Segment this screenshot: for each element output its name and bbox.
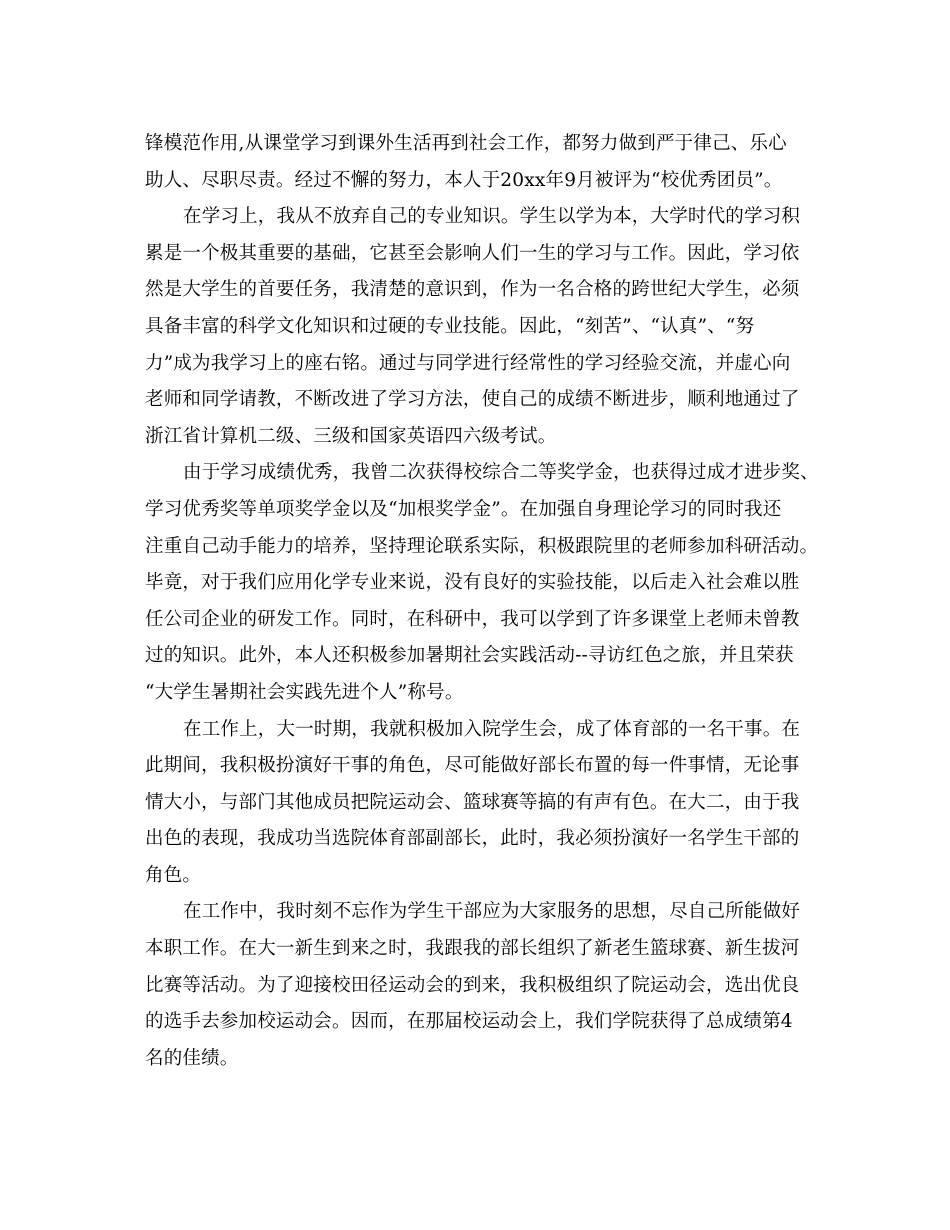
text-line: 本职工作。在大一新生到来之时，我跟我的部长组织了新老生篮球赛、新生拔河 (145, 938, 800, 960)
text-line: 力”成为我学习上的座右铭。通过与同学进行经常性的学习经验交流，并虚心向 (145, 352, 791, 374)
text-line: 情大小，与部门其他成员把院运动会、篮球赛等搞的有声有色。在大二，由于我 (145, 791, 800, 813)
text-line: 老师和同学请教，不断改进了学习方法，使自己的成绩不断进步，顺利地通过了 (145, 389, 800, 411)
text-line: 名的佳绩。 (145, 1047, 239, 1069)
text-line: 具备丰富的科学文化知识和过硬的专业技能。因此，“刻苦”、“认真”、“努 (145, 315, 755, 337)
text-line: 在学习上，我从不放弃自己的专业知识。学生以学为本，大学时代的学习积 (183, 206, 801, 228)
text-line: 此期间，我积极扮演好干事的角色，尽可能做好部长布置的每一件事情，无论事 (145, 755, 800, 777)
body-text (145, 126, 819, 1077)
text-line: 的选手去参加校运动会。因而，在那届校运动会上，我们学院获得了总成绩第4 (145, 1011, 793, 1033)
text-line: 然是大学生的首要任务，我清楚的意识到，作为一名合格的跨世纪大学生，必须 (145, 279, 800, 301)
text-line: “大学生暑期社会实践先进个人”称号。 (145, 681, 464, 703)
text-line: 比赛等活动。为了迎接校田径运动会的到来，我积极组织了院运动会，选出优良 (145, 974, 800, 996)
text-line: 累是一个极其重要的基础，它甚至会影响人们一生的学习与工作。因此，学习依 (145, 242, 800, 264)
text-line: 助人、尽职尽责。经过不懈的努力，本人于20xx年9月被评为“校优秀团员”。 (145, 169, 783, 191)
text-line: 任公司企业的研发工作。同时，在科研中，我可以学到了许多课堂上老师未曾教 (145, 608, 800, 630)
text-line: 角色。 (145, 864, 202, 886)
text-line: 学习优秀奖等单项奖学金以及“加根奖学金”。在加强自身理论学习的同时我还 (145, 498, 782, 520)
text-line: 毕竟，对于我们应用化学专业来说，没有良好的实验技能，以后走入社会难以胜 (145, 572, 800, 594)
text-line: 浙江省计算机二级、三级和国家英语四六级考试。 (145, 425, 557, 447)
text-line: 过的知识。此外，本人还积极参加暑期社会实践活动--寻访红色之旅，并且荣获 (145, 645, 794, 667)
text-line: 在工作上，大一时期，我就积极加入院学生会，成了体育部的一名干事。在 (183, 718, 801, 740)
text-line: 锋模范作用,从课堂学习到课外生活再到社会工作，都努力做到严于律己、乐心 (145, 133, 787, 154)
text-line: 注重自己动手能力的培养，坚持理论联系实际，积极跟院里的老师参加科研活动。 (145, 535, 819, 557)
text-line: 在工作中，我时刻不忘作为学生干部应为大家服务的思想，尽自己所能做好 (183, 901, 801, 923)
text-line: 出色的表现，我成功当选院体育部副部长，此时，我必须扮演好一名学生干部的 (145, 828, 800, 850)
text-line: 由于学习成绩优秀，我曾二次获得校综合二等奖学金，也获得过成才进步奖、 (183, 462, 819, 484)
